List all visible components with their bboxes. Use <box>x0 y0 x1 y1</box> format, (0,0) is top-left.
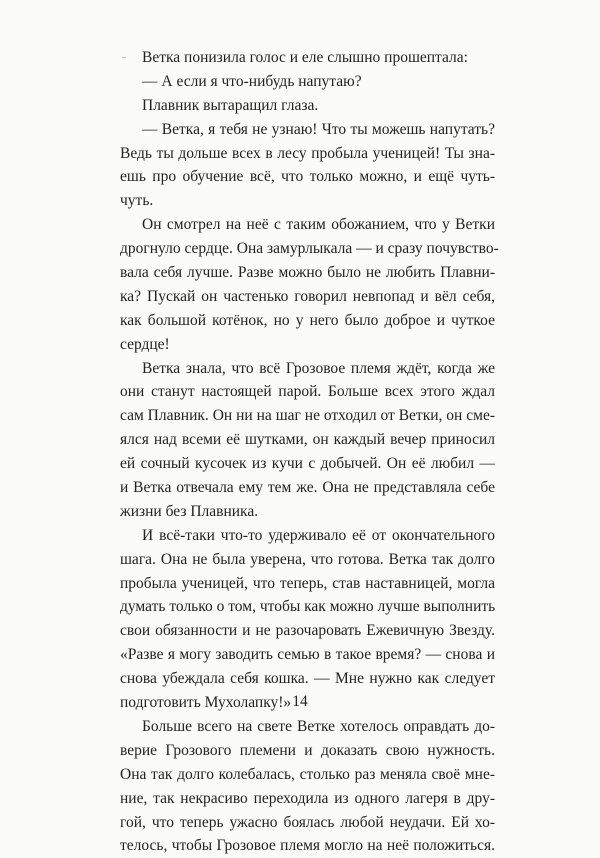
text-line: — Ветка, я тебя не узнаю! Что ты можешь напутать? <box>142 120 495 138</box>
page-text-body <box>120 46 499 858</box>
paragraph <box>120 118 495 214</box>
text-line: подготовить Мухолапку!» <box>120 694 292 712</box>
text-line: шага. Она не была уверена, что готова. Ветка так долго <box>120 550 495 568</box>
text-line: телось, чтобы Грозовое племя могло на неё положиться. <box>120 837 495 855</box>
text-line: чуть. <box>120 192 154 210</box>
text-line: верие Грозового племени и доказать свою нужность. <box>120 741 495 759</box>
text-line: они станут настоящей парой. Больше всех этого ждал <box>120 383 495 401</box>
paragraph <box>120 524 495 715</box>
text-line: — А если я что-нибудь напутаю? <box>142 72 362 90</box>
text-line: вала себя лучше. Разве можно было не любить Плавни- <box>120 264 495 282</box>
text-line: ешь про обучение всё, что только можно, и ещё чуть- <box>120 168 495 186</box>
text-line: Больше всего на свете Ветке хотелось оправдать до- <box>142 717 495 735</box>
paragraph <box>120 715 495 858</box>
text-line: Он смотрел на неё с таким обожанием, что у Ветки <box>142 216 495 234</box>
text-line: Ветка понизила голос и еле слышно прошептала: <box>142 49 468 66</box>
text-line: и Ветка отвечала ему тем же. Она не представляла себе <box>120 479 495 497</box>
text-line: думать только о том, чтобы как можно лучше выполнить <box>120 598 496 616</box>
text-line: жизни без Плавника. <box>120 502 259 520</box>
paragraph <box>120 70 495 94</box>
paragraph <box>120 213 499 356</box>
text-line: Плавник вытаращил глаза. <box>142 96 319 114</box>
text-line: свои обязанности и не разочаровать Ежевичную Звезду. <box>120 622 495 640</box>
text-line: гой, что теперь ужасно боялась любой неудачи. Ей хо- <box>120 813 495 831</box>
text-line: ялся над всеми её шутками, он каждый вечер приносил <box>120 431 495 449</box>
text-line: ка? Пускай он частенько говорил невпопад и вёл себя, <box>120 287 495 305</box>
text-line: сам Плавник. Он ни на шаг не отходил от Ветки, он сме- <box>120 407 495 425</box>
text-line: ей сочный кусочек из кучи с добычей. Он её любил — <box>120 455 495 473</box>
text-line: дрогнуло сердце. Она замурлыкала — и сразу почувство- <box>120 240 499 258</box>
text-line: Ветка знала, что всё Грозовое племя ждёт, когда же <box>142 359 495 377</box>
page-number: 14 <box>292 693 308 710</box>
text-line: Она так долго колебалась, столько раз меняла своё мне- <box>120 765 495 783</box>
text-line: пробыла ученицей, что теперь, став наставницей, могла <box>120 574 495 592</box>
text-line: сердце! <box>120 335 170 353</box>
text-line: «Разве я могу заводить семью в такое время? — снова и <box>120 646 495 664</box>
paragraph <box>120 357 495 524</box>
text-line: ние, так некрасиво переходила из одного лагеря в дру- <box>120 789 495 807</box>
text-line: снова убеждала себя кошка. — Мне нужно как следует <box>120 670 495 688</box>
text-line: Ведь ты дольше всех в лесу пробыла ученицей! Ты зна- <box>120 144 495 162</box>
text-line: И всё-таки что-то удерживало её от окончательного <box>142 526 495 544</box>
paragraph <box>120 46 495 70</box>
paragraph <box>120 94 495 118</box>
text-line: как большой котёнок, но у него было доброе и чуткое <box>120 311 495 329</box>
